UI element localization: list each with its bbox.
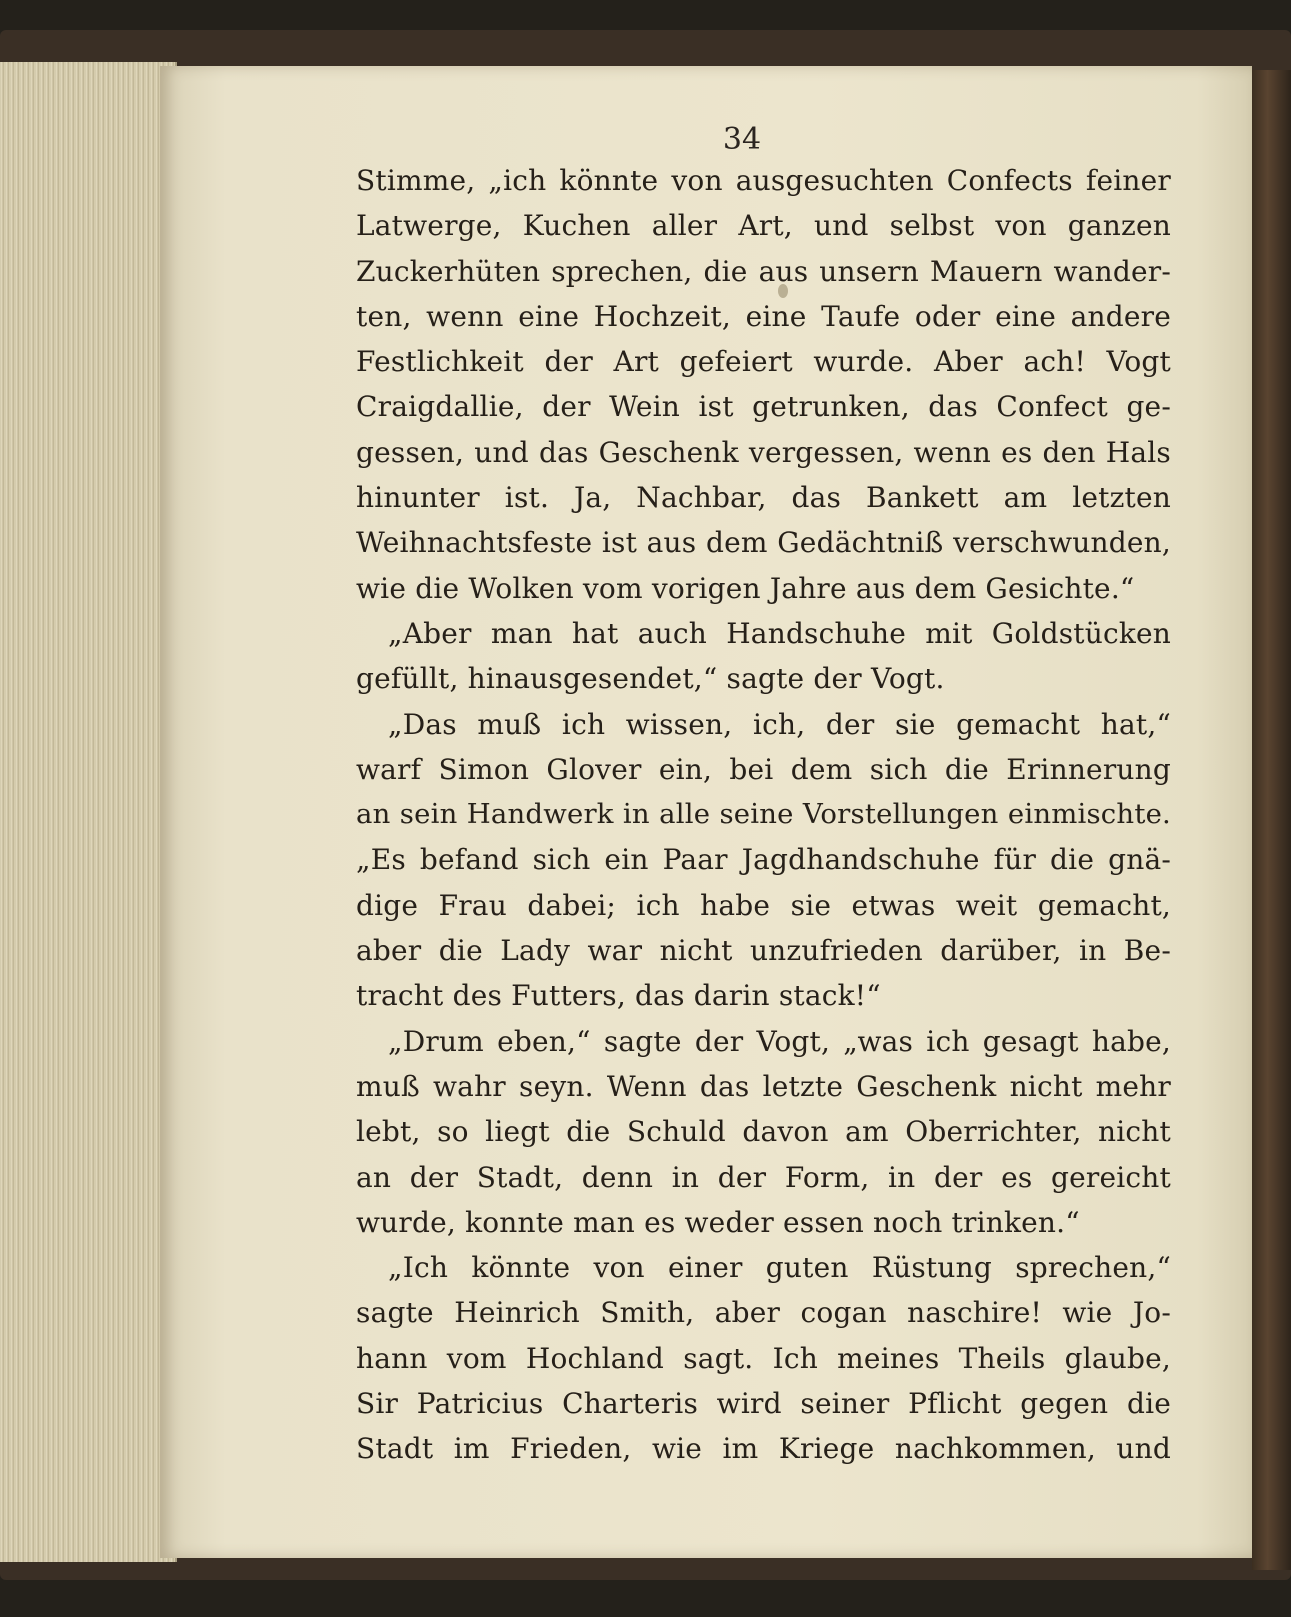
text-line: muß wahr seyn. Wenn das letzte Geschenk nicht mehr (356, 1069, 1171, 1103)
text-line: lebt, so liegt die Schuld davon am Oberrichter, nicht (356, 1115, 1171, 1149)
text-line: an sein Handwerk in alle seine Vorstellungen einmischte. (356, 798, 1171, 831)
body-text (356, 158, 1171, 1472)
text-line: „Ich könnte von einer guten Rüstung sprechen,“ (388, 1251, 1171, 1285)
text-line: wie die Wolken vom vorigen Jahre aus dem Gesichte.“ (356, 571, 1135, 605)
text-line: Latwerge, Kuchen aller Art, und selbst von ganzen (356, 209, 1171, 243)
text-line: tracht des Futters, das darin stack!“ (356, 979, 881, 1013)
text-line: „Aber man hat auch Handschuhe mit Goldstücken (388, 616, 1171, 650)
text-line: Zuckerhüten sprechen, die aus unsern Mauern wander- (356, 254, 1171, 288)
text-line: „Drum eben,“ sagte der Vogt, „was ich gesagt habe, (388, 1024, 1171, 1058)
page-stack-edge (0, 62, 177, 1562)
book-spine-right (1252, 70, 1291, 1570)
text-line: aber die Lady war nicht unzufrieden darüber, in Be- (356, 934, 1171, 968)
text-line: ten, wenn eine Hochzeit, eine Taufe oder eine andere (356, 299, 1171, 333)
text-line: Stimme, „ich könnte von ausgesuchten Confects feiner (356, 164, 1171, 197)
text-line: dige Frau dabei; ich habe sie etwas weit gemacht, (356, 888, 1171, 922)
text-line: Craigdallie, der Wein ist getrunken, das Confect ge- (356, 390, 1171, 424)
text-line: Weihnachtsfeste ist aus dem Gedächtniß verschwunden, (356, 526, 1171, 560)
text-line: gessen, und das Geschenk vergessen, wenn es den Hals (356, 435, 1171, 469)
text-line: Sir Patricius Charteris wird seiner Pflicht gegen die (356, 1387, 1171, 1421)
page-number: 34 (722, 122, 762, 157)
text-line: an der Stadt, denn in der Form, in der es gereicht (356, 1160, 1171, 1194)
text-line: warf Simon Glover ein, bei dem sich die Erinnerung (356, 752, 1171, 786)
text-line: gefüllt, hinausgesendet,“ sagte der Vogt. (356, 662, 945, 696)
text-line: „Das muß ich wissen, ich, der sie gemacht hat,“ (388, 707, 1171, 741)
text-line: hann vom Hochland sagt. Ich meines Theils glaube, (356, 1341, 1171, 1375)
text-line: Festlichkeit der Art gefeiert wurde. Aber ach! Vogt (356, 345, 1171, 379)
text-line: sagte Heinrich Smith, aber cogan naschire! wie Jo- (356, 1296, 1171, 1330)
text-line: wurde, konnte man es weder essen noch trinken.“ (356, 1205, 1080, 1239)
text-line: Stadt im Frieden, wie im Kriege nachkommen, und (356, 1432, 1171, 1466)
text-line: hinunter ist. Ja, Nachbar, das Bankett am letzten (356, 481, 1171, 515)
text-line: „Es befand sich ein Paar Jagdhandschuhe für die gnä- (356, 843, 1171, 877)
